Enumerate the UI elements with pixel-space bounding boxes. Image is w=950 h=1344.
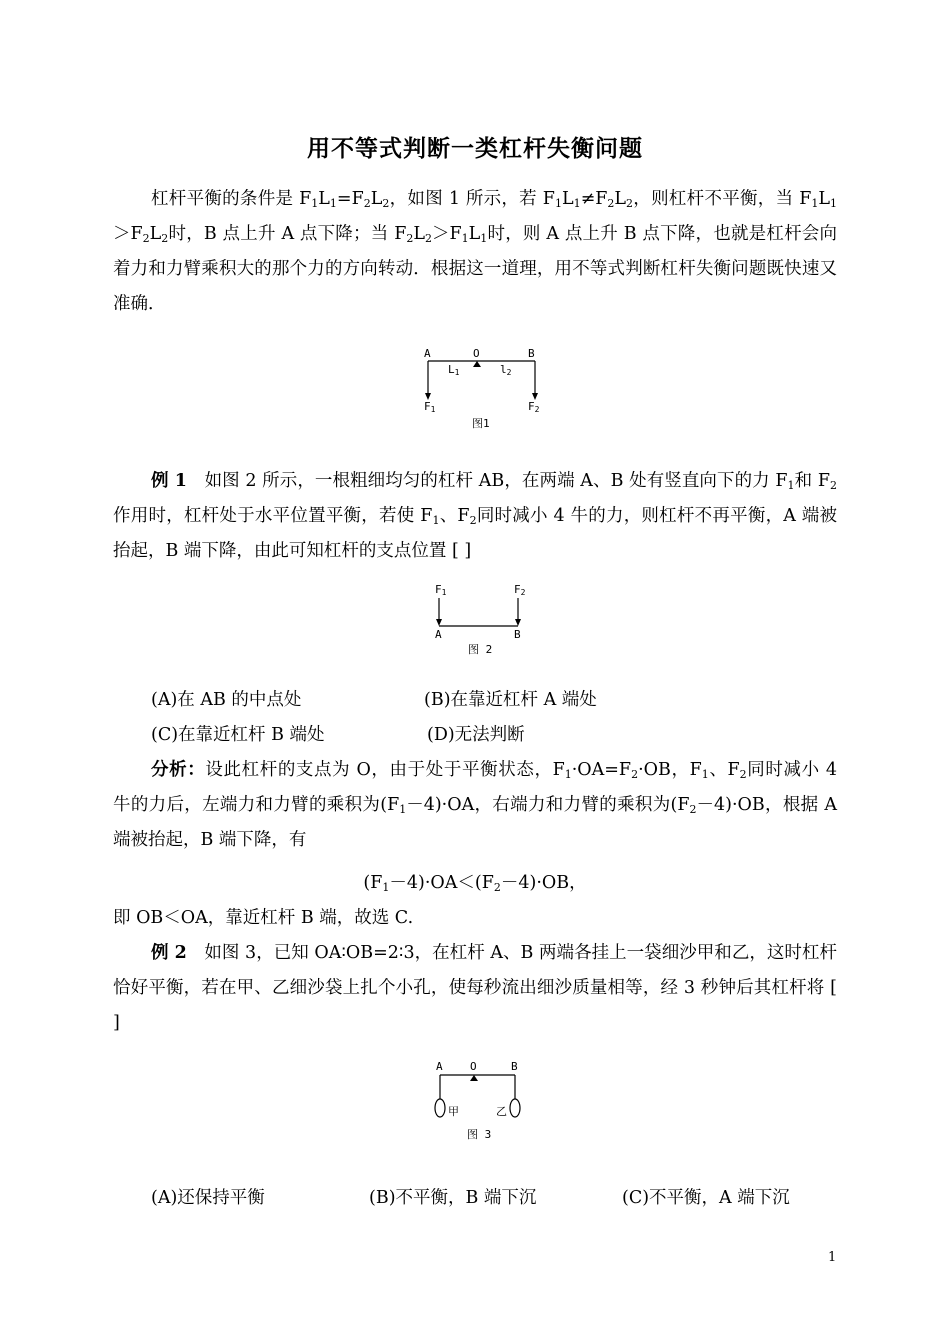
fig1-label-f1: F1 bbox=[424, 400, 436, 414]
fig2-label-f2: F2 bbox=[514, 583, 526, 597]
fig3-label-jia: 甲 bbox=[448, 1105, 459, 1118]
ex1-option-d: (D)无法判断 bbox=[427, 725, 525, 745]
analysis-paragraph: 分析：设此杠杆的支点为 O，由于处于平衡状态，$F_1\cdot OA=F_2\cdot OB$，$F_1$、$F_2$同时减小 4 牛的力后，左端力和力臂的乘积为$(F_1-4)\cdot OA$，右端力和力臂的乘积为$(F_2-4)\cdot OB$，根据 A 端被抬起，B 端下降，有 bbox=[113, 760, 838, 850]
fig3-sandbag-jia bbox=[435, 1099, 445, 1117]
page-title: 用不等式判断一类杠杆失衡问题 bbox=[307, 136, 643, 162]
fig1-label-l2: l2 bbox=[500, 363, 512, 377]
fig3-label-b: B bbox=[511, 1060, 518, 1073]
ex1-option-c: (C)在靠近杠杆 B 端处 bbox=[151, 725, 325, 745]
fig3-fulcrum bbox=[470, 1075, 478, 1081]
fig3-label-o: O bbox=[470, 1060, 477, 1073]
fig2-caption: 图 2 bbox=[468, 643, 493, 656]
fig3-sandbag-yi bbox=[510, 1099, 520, 1117]
fig1-label-b: B bbox=[528, 347, 535, 360]
fig1-fulcrum bbox=[473, 361, 481, 367]
fig1-label-l1: L1 bbox=[448, 363, 460, 377]
ex2-option-c: (C)不平衡，A 端下沉 bbox=[622, 1188, 790, 1208]
fig3-label-a: A bbox=[436, 1060, 443, 1073]
fig3-caption: 图 3 bbox=[467, 1128, 492, 1141]
ex1-option-a: (A)在 AB 的中点处 bbox=[151, 690, 302, 710]
fig2-label-b: B bbox=[514, 628, 521, 641]
analysis-conclusion: 即 OB＜OA，靠近杠杆 B 端，故选 C. bbox=[113, 908, 414, 928]
fig3-label-yi: 乙 bbox=[496, 1105, 507, 1118]
ex2-option-a: (A)还保持平衡 bbox=[151, 1188, 265, 1208]
figure-2-lever-diagram bbox=[420, 578, 540, 658]
fig1-label-o: O bbox=[473, 347, 480, 360]
analysis-formula: $(F_1-4)\cdot OA<(F_2-4)\cdot OB$， bbox=[363, 873, 587, 894]
fig2-label-f1: F1 bbox=[435, 583, 447, 597]
intro-paragraph: 杠杆平衡的条件是 $F_1L_1=F_2L_2$，如图 1 所示，若 $F_1L_1\ne F_2L_2$，则杠杆不平衡，当 $F_1L_1>F_2L_2$时，B 点上升 A 点下降；当 $F_2L_2>F_1L_1$时，则 A 点上升 B 点下降，也就是杠杆会向着力和力臂乘积大的那个力的方向转动．根据这一道理，用不等式判断杠杆失衡问题既快速又准确． bbox=[113, 189, 838, 314]
figure-3-lever-diagram bbox=[420, 1055, 540, 1145]
fig1-label-a: A bbox=[424, 347, 431, 360]
fig1-caption: 图1 bbox=[472, 417, 490, 430]
example-1-paragraph: 例 1 如图 2 所示，一根粗细均匀的杠杆 AB，在两端 A、B 处有竖直向下的力 $F_1$和 $F_2$作用时，杠杆处于水平位置平衡，若使 $F_1$、$F_2$同时减小 4 牛的力，则杠杆不再平衡，A 端被抬起，B 端下降，由此可知杠杆的支点位置 [ ] bbox=[113, 471, 837, 561]
ex1-option-b: (B)在靠近杠杆 A 端处 bbox=[424, 690, 597, 710]
ex2-option-b: (B)不平衡，B 端下沉 bbox=[369, 1188, 537, 1208]
figure-1-lever-diagram bbox=[400, 340, 560, 435]
example-2-paragraph: 例 2 如图 3，已知 OA∶OB=2∶3，在杠杆 A、B 两端各挂上一袋细沙甲和乙，这时杠杆恰好平衡，若在甲、乙细沙袋上扎个小孔，使每秒流出细沙质量相等，经 3 秒钟后其杠杆将 [ ] bbox=[113, 943, 837, 1033]
fig2-label-a: A bbox=[435, 628, 442, 641]
page-number: 1 bbox=[828, 1250, 837, 1265]
fig1-label-f2: F2 bbox=[528, 400, 540, 414]
